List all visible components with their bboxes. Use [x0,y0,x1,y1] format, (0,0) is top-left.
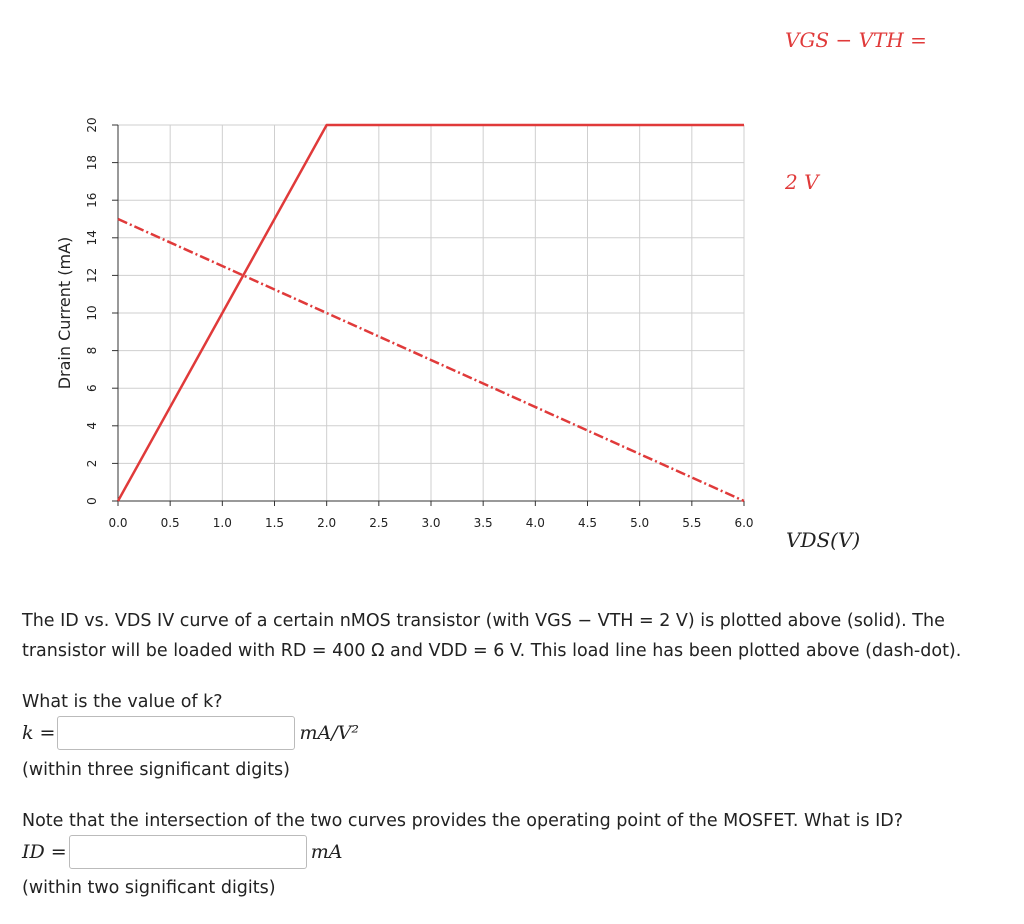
x-tick-label: 0.5 [160,516,180,530]
k-label: k = [22,722,56,744]
id-answer-row [22,835,342,869]
k-input[interactable] [57,716,295,750]
grid-lines [118,125,744,501]
y-tick-label: 2 [85,459,99,468]
y-tick-label: 16 [85,192,99,208]
y-tick-label: 14 [85,230,99,246]
problem-line-2: transistor will be loaded with RD = 400 Ω and VDD = 6 V. This load line has been plotted above (dash-dot). [22,641,962,661]
vgs-value-label: 2 V [785,170,819,194]
tick-labels [85,117,754,530]
id-label: ID = [22,841,67,863]
k-unit: mA/V² [299,722,359,744]
problem-line-1: The ID vs. VDS IV curve of a certain nMOS transistor (with VGS − VTH = 2 V) is plotted above (solid). The [22,611,945,631]
x-tick-label: 5.5 [682,516,702,530]
k-precision-note: (within three significant digits) [22,760,291,780]
y-tick-label: 6 [85,384,99,393]
id-unit: mA [310,841,343,863]
question-id: Note that the intersection of the two curves provides the operating point of the MOSFET. What is ID? [22,811,904,831]
y-tick-label: 8 [85,346,99,355]
x-tick-label: 2.0 [317,516,337,530]
x-tick-label: 6.0 [734,516,754,530]
x-tick-label: 4.5 [577,516,598,530]
x-tick-label: 2.5 [369,516,389,530]
axes [112,125,744,506]
y-tick-label: 0 [85,497,99,505]
y-tick-label: 20 [85,117,99,133]
x-axis-label: VDS(V) [786,528,861,552]
y-axis-label: Drain Current (mA) [55,236,74,390]
k-answer-row [22,716,359,750]
x-tick-label: 1.0 [212,516,232,530]
vgs-minus-vth-label: VGS − VTH = [785,28,927,52]
y-tick-label: 18 [85,154,99,171]
x-tick-label: 3.0 [421,516,441,530]
id-precision-note: (within two significant digits) [22,878,276,898]
y-tick-label: 12 [85,267,99,284]
y-tick-label: 10 [85,305,99,321]
x-tick-label: 1.5 [264,516,285,530]
y-tick-label: 4 [85,421,99,430]
x-tick-label: 5.0 [630,516,650,530]
x-tick-label: 0.0 [108,516,128,530]
x-tick-label: 3.5 [473,516,493,530]
question-k: What is the value of k? [22,692,223,712]
id-input[interactable] [69,835,307,869]
x-tick-label: 4.0 [525,516,545,530]
